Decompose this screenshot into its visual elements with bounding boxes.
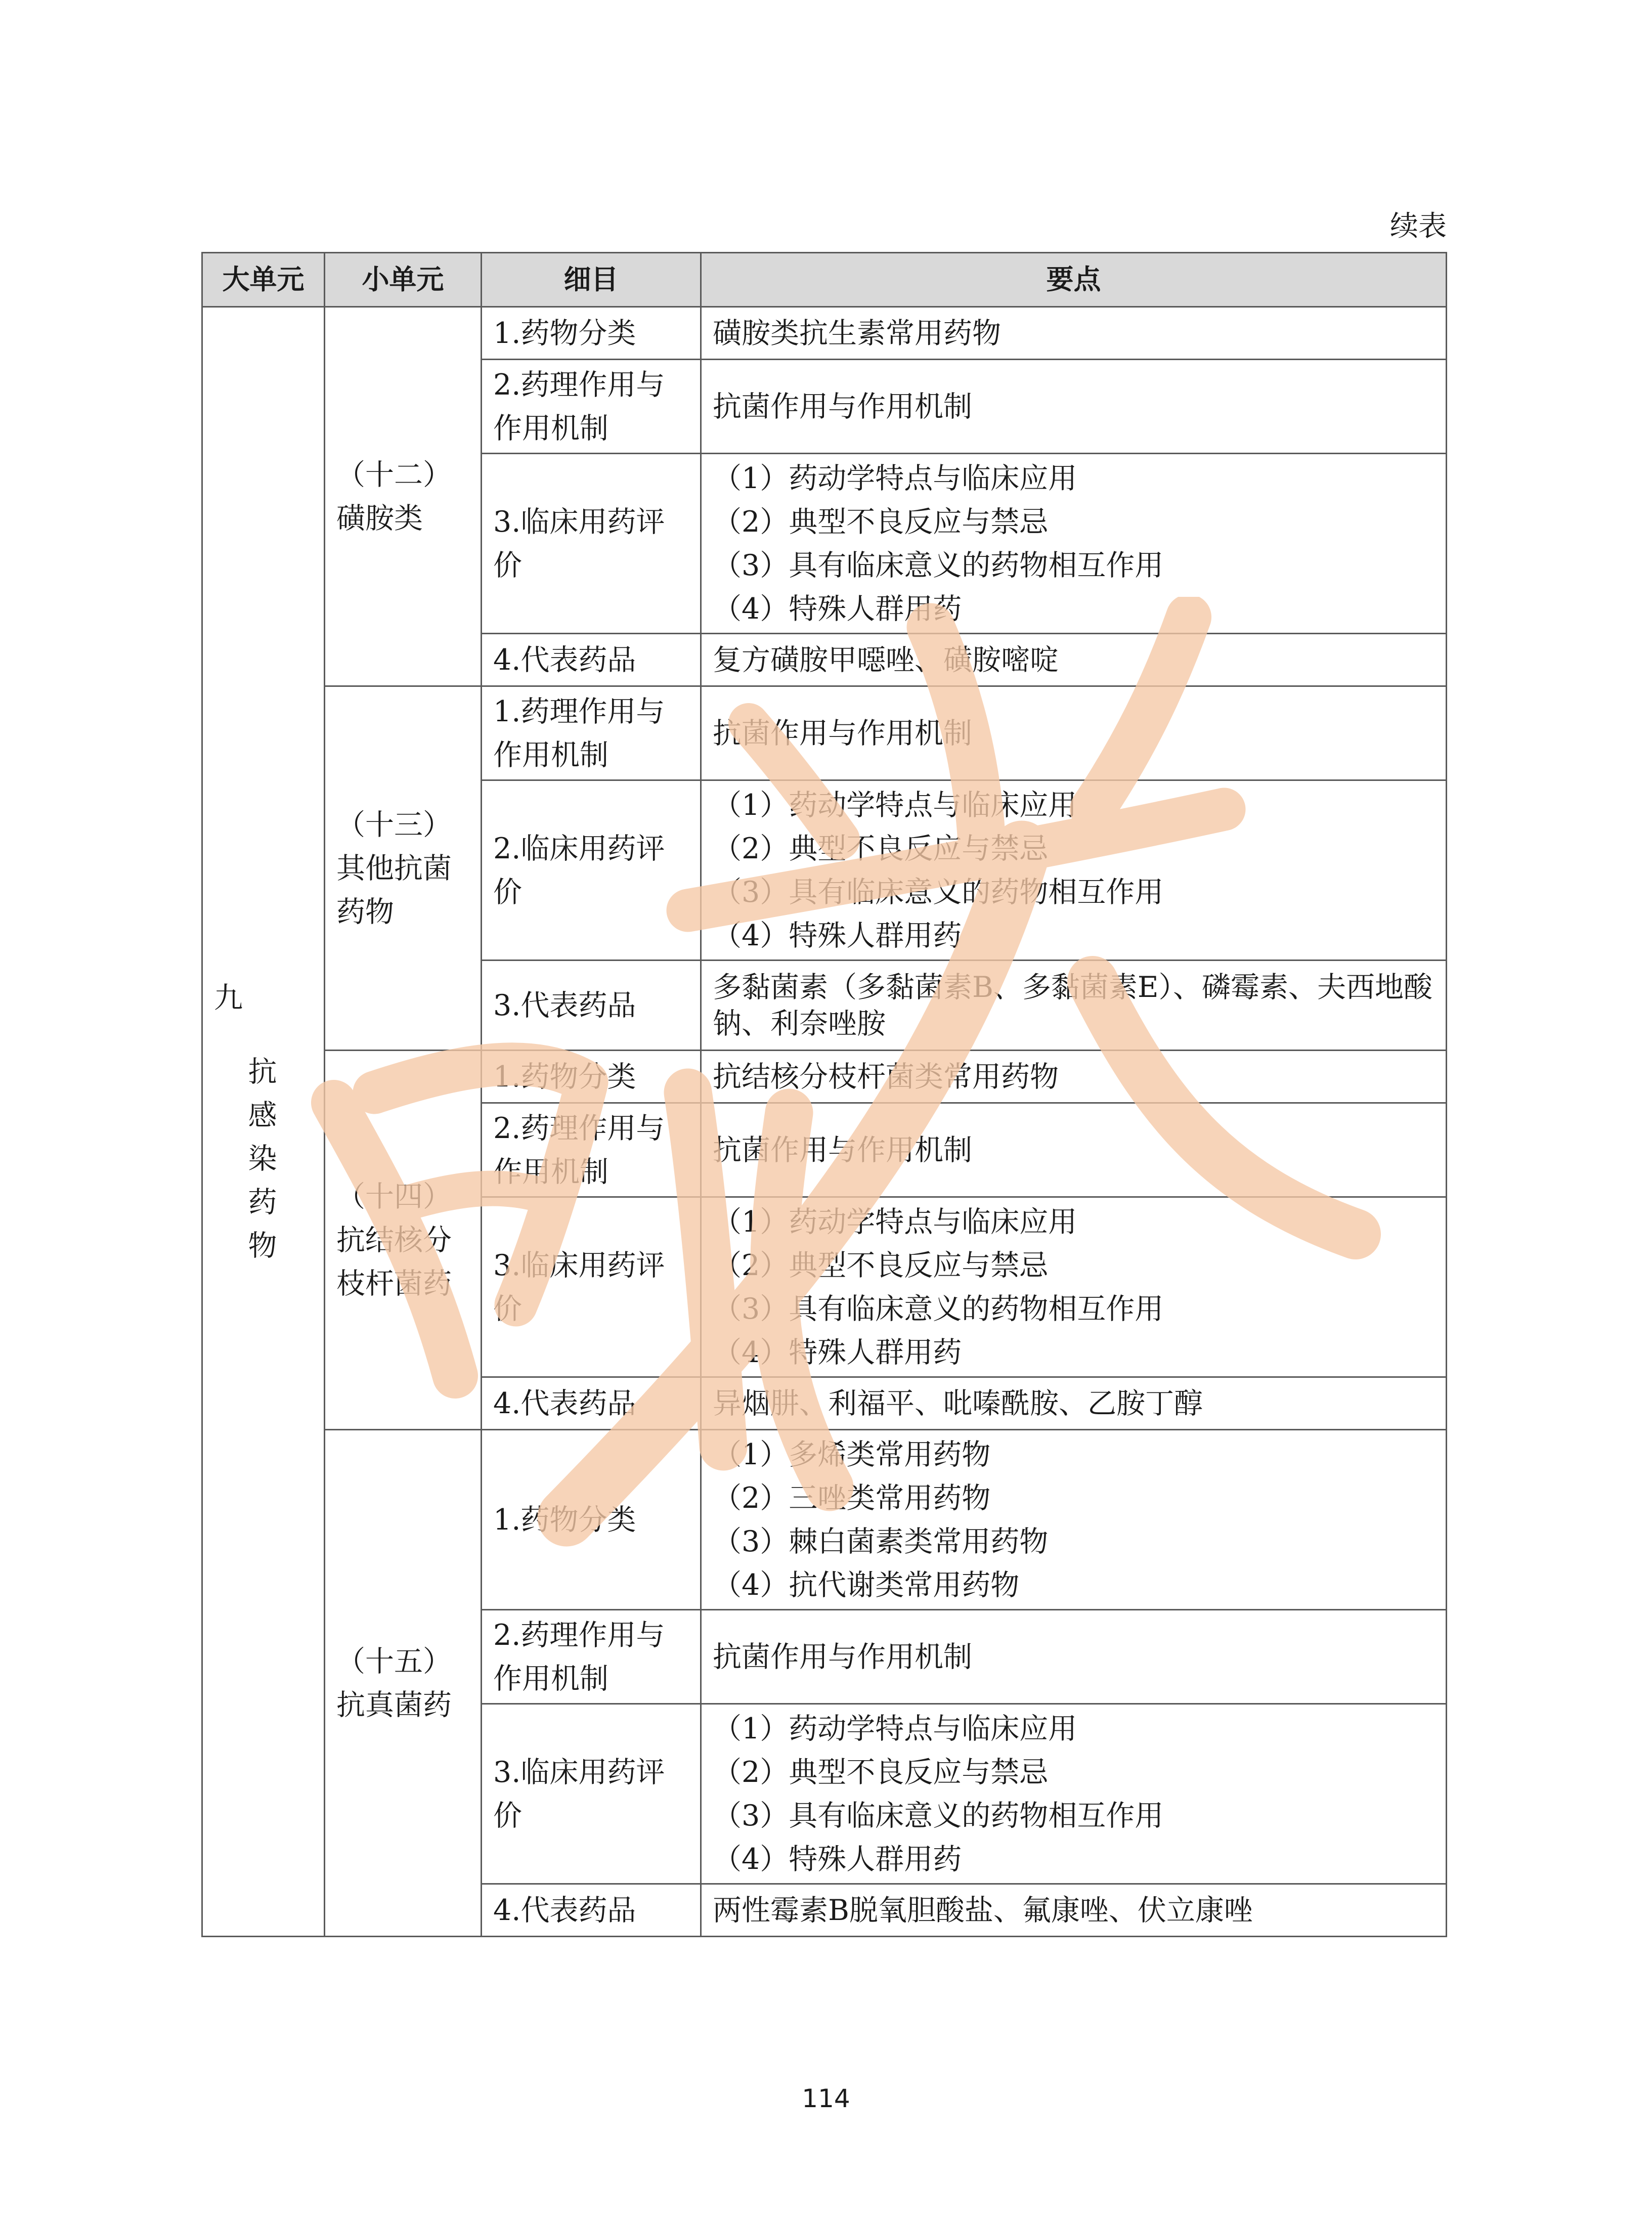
points-cell (701, 1884, 1447, 1937)
table-row (202, 307, 1447, 360)
major-unit-name: 抗感染药物 (248, 1055, 277, 1262)
item-cell: 2.药理作用与作用机制 (482, 360, 701, 454)
table-row (202, 686, 1447, 780)
points-cell (701, 780, 1447, 961)
point-text: 磺胺类抗生素常用药物 (713, 316, 1001, 350)
sub-unit-14: （十四）抗结核分枝杆菌药 (325, 1051, 482, 1430)
item-cell: 1.药理作用与作用机制 (482, 686, 701, 780)
points-cell (701, 1610, 1447, 1704)
points-cell (701, 961, 1447, 1051)
points-cell (701, 1430, 1447, 1610)
point-text: （3）具有临床意义的药物相互作用 (713, 875, 1164, 909)
points-cell (701, 634, 1447, 686)
item-cell: 3.代表药品 (482, 961, 701, 1051)
point-text: 多黏菌素（多黏菌素B、多黏菌素E）、磷霉素、夫西地酸钠、利奈唑胺 (713, 970, 1432, 1040)
item-cell: 3.临床用药评价 (482, 1704, 701, 1884)
sub-unit-12: （十二）磺胺类 (325, 307, 482, 686)
points-cell (701, 1051, 1447, 1103)
point-text: 抗菌作用与作用机制 (713, 716, 972, 750)
points-cell (701, 1377, 1447, 1430)
point-text: 抗结核分枝杆菌类常用药物 (713, 1060, 1059, 1094)
point-text: （3）具有临床意义的药物相互作用 (713, 1799, 1164, 1833)
points-cell (701, 686, 1447, 780)
header-row (202, 253, 1447, 307)
item-cell: 4.代表药品 (482, 634, 701, 686)
point-text: （1）多烯类常用药物 (713, 1437, 991, 1471)
item-cell: 4.代表药品 (482, 1377, 701, 1430)
point-text: （2）三唑类常用药物 (713, 1481, 991, 1515)
item-cell: 2.药理作用与作用机制 (482, 1610, 701, 1704)
syllabus-table (201, 252, 1447, 1937)
point-text: （4）特殊人群用药 (713, 919, 962, 952)
item-cell: 3.临床用药评价 (482, 454, 701, 634)
point-text: （4）特殊人群用药 (713, 1842, 962, 1876)
continued-label: 续表 (1390, 210, 1447, 243)
major-unit-number: 九 (214, 981, 243, 1015)
item-cell: 2.临床用药评价 (482, 780, 701, 961)
point-text: （2）典型不良反应与禁忌 (713, 505, 1049, 539)
points-cell (701, 1704, 1447, 1884)
point-text: （2）典型不良反应与禁忌 (713, 1248, 1049, 1282)
point-text: （4）抗代谢类常用药物 (713, 1568, 1020, 1602)
point-text: （3）棘白菌素类常用药物 (713, 1524, 1049, 1558)
item-cell: 2.药理作用与作用机制 (482, 1103, 701, 1197)
point-text: 抗菌作用与作用机制 (713, 389, 972, 423)
table-row (202, 1430, 1447, 1610)
point-text: （1）药动学特点与临床应用 (713, 1205, 1077, 1239)
points-cell (701, 360, 1447, 454)
header-item: 细目 (482, 253, 701, 307)
sub-unit-15: （十五）抗真菌药 (325, 1430, 482, 1937)
sub-unit-13: （十三）其他抗菌药物 (325, 686, 482, 1051)
item-cell: 1.药物分类 (482, 1430, 701, 1610)
item-cell: 1.药物分类 (482, 1051, 701, 1103)
point-text: （1）药动学特点与临床应用 (713, 461, 1077, 495)
points-cell (701, 1197, 1447, 1377)
point-text: （3）具有临床意义的药物相互作用 (713, 1292, 1164, 1326)
header-major-unit: 大单元 (202, 253, 325, 307)
table-row (202, 1051, 1447, 1103)
point-text: （4）特殊人群用药 (713, 592, 962, 626)
point-text: 两性霉素B脱氧胆酸盐、氟康唑、伏立康唑 (713, 1893, 1253, 1927)
point-text: 复方磺胺甲噁唑、磺胺嘧啶 (713, 643, 1059, 677)
point-text: 抗菌作用与作用机制 (713, 1640, 972, 1674)
point-text: （2）典型不良反应与禁忌 (713, 832, 1049, 865)
page-number: 114 (802, 2084, 850, 2113)
major-unit-cell (202, 307, 325, 1937)
point-text: 异烟肼、利福平、吡嗪酰胺、乙胺丁醇 (713, 1386, 1203, 1420)
item-cell: 3.临床用药评价 (482, 1197, 701, 1377)
point-text: （4）特殊人群用药 (713, 1335, 962, 1369)
points-cell (701, 1103, 1447, 1197)
item-cell: 4.代表药品 (482, 1884, 701, 1937)
item-cell: 1.药物分类 (482, 307, 701, 360)
point-text: （1）药动学特点与临床应用 (713, 788, 1077, 822)
header-sub-unit: 小单元 (325, 253, 482, 307)
point-text: （1）药动学特点与临床应用 (713, 1712, 1077, 1746)
point-text: （2）典型不良反应与禁忌 (713, 1755, 1049, 1789)
point-text: 抗菌作用与作用机制 (713, 1133, 972, 1167)
points-cell (701, 454, 1447, 634)
point-text: （3）具有临床意义的药物相互作用 (713, 548, 1164, 582)
header-points: 要点 (701, 253, 1447, 307)
points-cell (701, 307, 1447, 360)
